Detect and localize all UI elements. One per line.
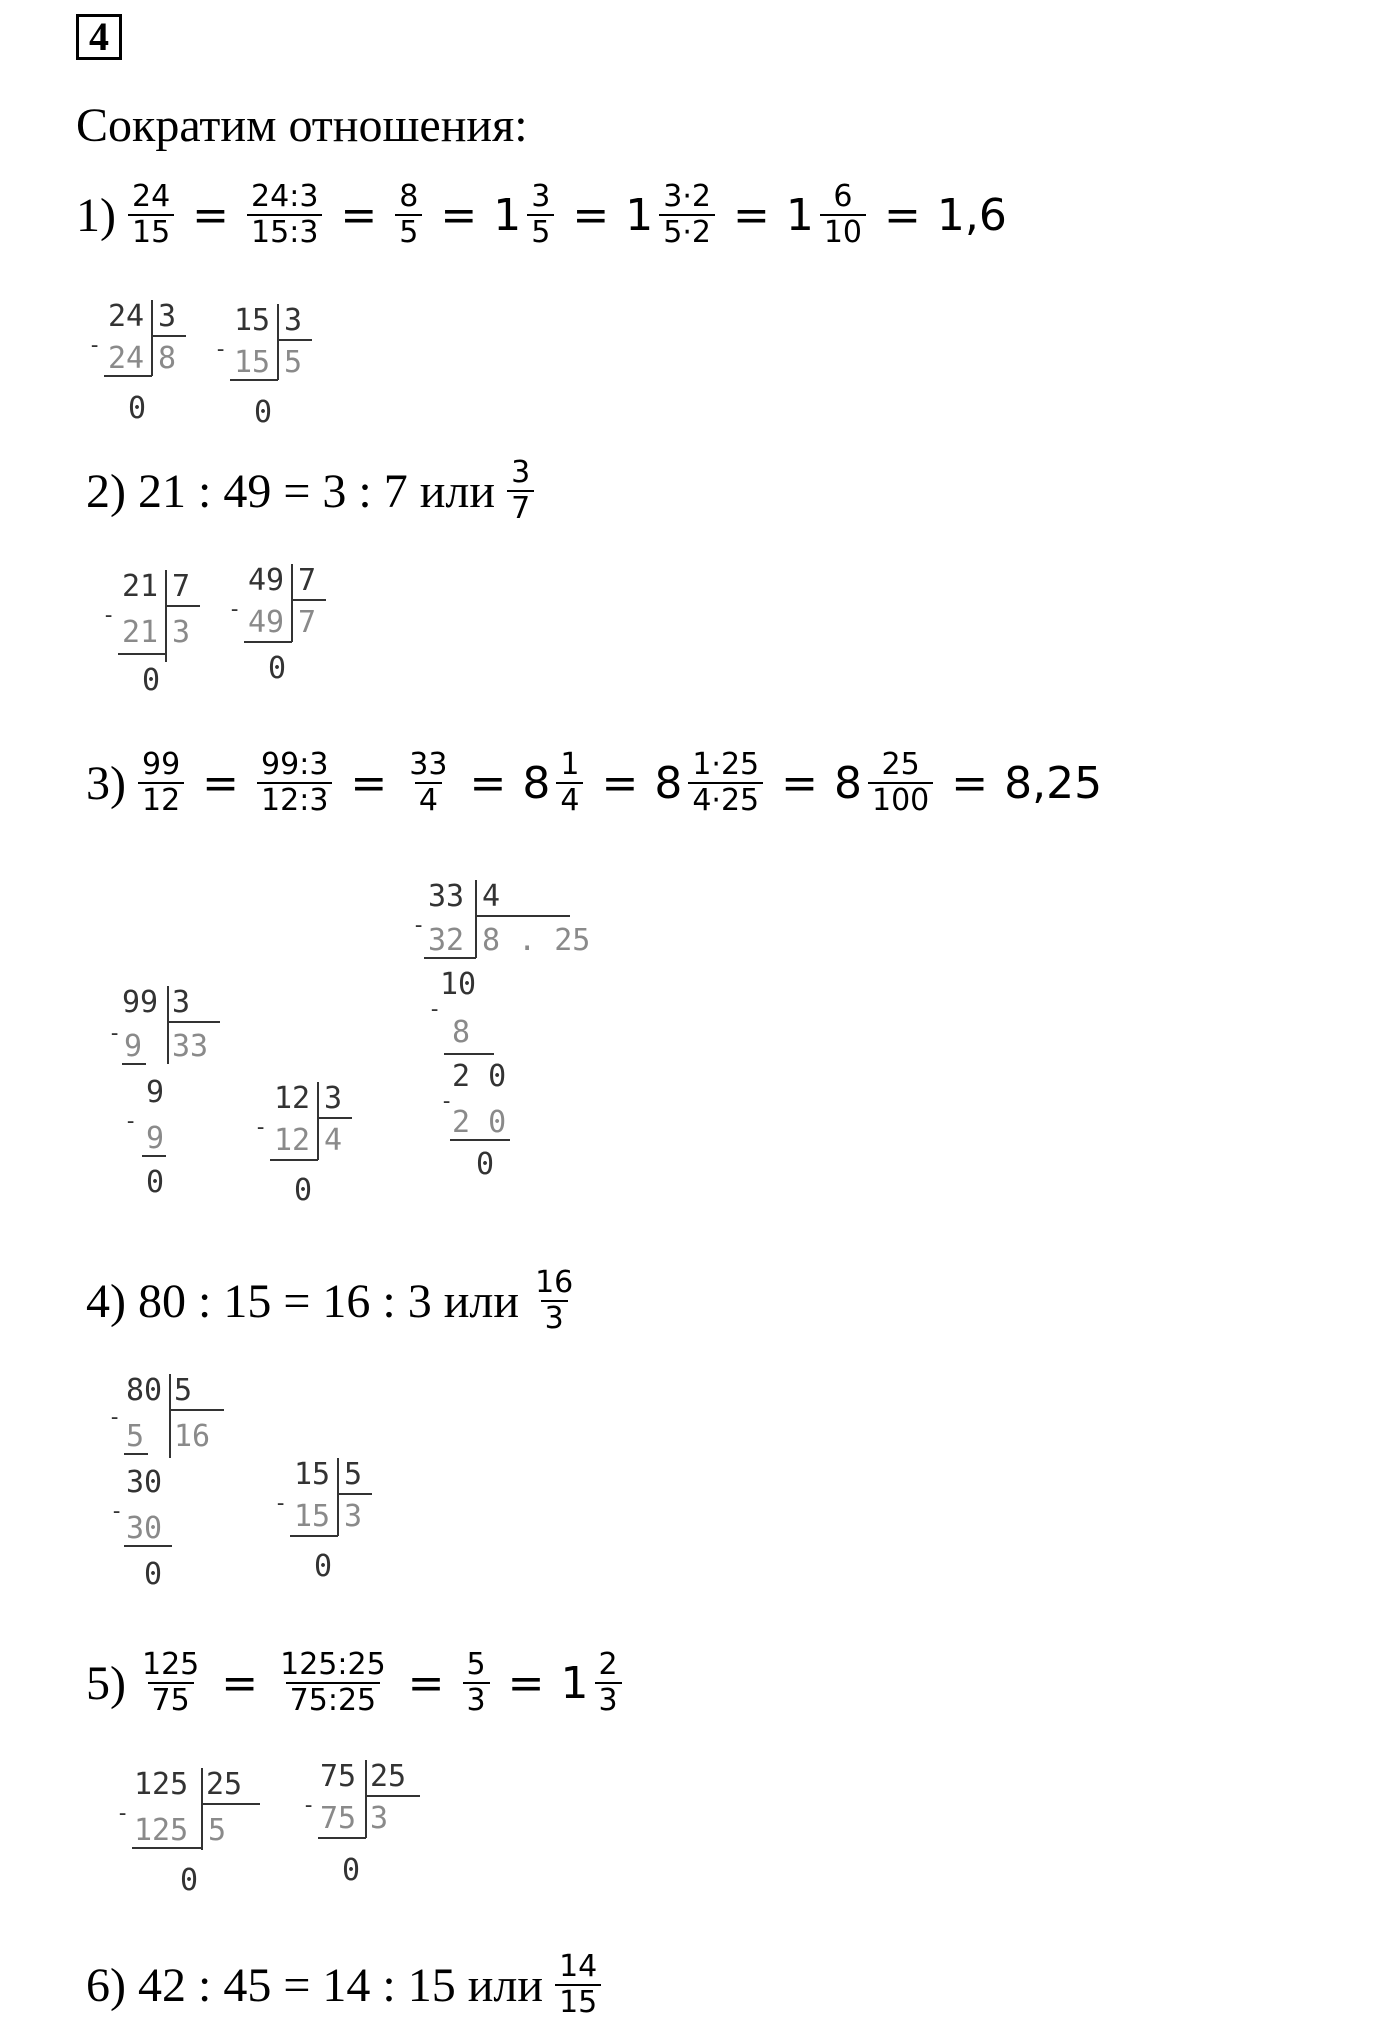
svg-text:21: 21 bbox=[122, 615, 159, 650]
svg-text:5: 5 bbox=[208, 1813, 227, 1848]
fraction: $\frac{1}{4}$ bbox=[556, 748, 583, 818]
svg-text:125: 125 bbox=[134, 1767, 189, 1802]
fraction: $\frac{8}{5}$ bbox=[395, 180, 422, 250]
svg-text:25: 25 bbox=[370, 1759, 407, 1794]
svg-text:-: - bbox=[440, 1089, 454, 1114]
svg-text:15: 15 bbox=[294, 1457, 331, 1492]
problem-3-label: 3) bbox=[86, 756, 126, 810]
svg-text:-: - bbox=[88, 333, 102, 358]
svg-text:24: 24 bbox=[108, 299, 145, 334]
fraction: $\frac{24:3}{15:3}$ bbox=[247, 180, 322, 250]
svg-text:0: 0 bbox=[146, 1165, 165, 1200]
long-division bbox=[212, 300, 322, 440]
long-division bbox=[410, 876, 590, 1206]
svg-text:3: 3 bbox=[172, 985, 191, 1020]
long-division bbox=[100, 566, 210, 706]
fraction: $\frac{99}{12}$ bbox=[138, 748, 184, 818]
svg-text:33: 33 bbox=[428, 879, 465, 914]
svg-text:8: 8 bbox=[158, 341, 177, 376]
svg-text:0: 0 bbox=[268, 651, 287, 686]
svg-text:10: 10 bbox=[440, 967, 477, 1002]
svg-text:30: 30 bbox=[126, 1511, 163, 1546]
svg-text:25: 25 bbox=[206, 1767, 243, 1802]
svg-text:0: 0 bbox=[142, 663, 161, 698]
svg-text:7: 7 bbox=[298, 605, 317, 640]
svg-text:5: 5 bbox=[284, 345, 303, 380]
svg-text:15: 15 bbox=[234, 303, 271, 338]
svg-text:75: 75 bbox=[320, 1759, 357, 1794]
svg-text:-: - bbox=[412, 913, 426, 938]
svg-text:0: 0 bbox=[128, 391, 147, 426]
fraction: $\frac{24}{15}$ bbox=[128, 180, 174, 250]
problem-5-label: 5) bbox=[86, 1656, 126, 1710]
problem-3: 3) $\frac{99}{12}$ = $\frac{99:3}{12:3}$ = $\frac{33}{4}$ = 8 $\frac{1}{4}$ = 8 $\frac{1\cdot 25}{4\cdot 25}$ = 8 $\frac{25}{100}$ = 8,25 bbox=[86, 747, 1103, 818]
svg-text:30: 30 bbox=[126, 1465, 163, 1500]
fraction: $\frac{33}{4}$ bbox=[409, 747, 448, 818]
svg-text:4: 4 bbox=[324, 1123, 343, 1158]
svg-text:-: - bbox=[254, 1115, 268, 1140]
svg-text:3: 3 bbox=[172, 615, 191, 650]
svg-text:-: - bbox=[228, 597, 242, 622]
svg-text:12: 12 bbox=[274, 1081, 311, 1116]
svg-text:125: 125 bbox=[134, 1813, 189, 1848]
svg-text:99: 99 bbox=[122, 985, 159, 1020]
svg-text:3: 3 bbox=[158, 299, 177, 334]
svg-text:5: 5 bbox=[126, 1419, 145, 1454]
problem-1-label: 1) bbox=[76, 188, 116, 242]
heading: Сократим отношения: bbox=[76, 99, 528, 152]
fraction: $\frac{2}{3}$ bbox=[595, 1648, 622, 1718]
svg-text:2 0: 2 0 bbox=[452, 1059, 507, 1094]
svg-text:32: 32 bbox=[428, 923, 465, 958]
svg-text:-: - bbox=[102, 603, 116, 628]
fraction: $\frac{1\cdot 25}{4\cdot 25}$ bbox=[688, 748, 763, 818]
svg-text:3: 3 bbox=[370, 1801, 389, 1836]
svg-text:3: 3 bbox=[324, 1081, 343, 1116]
svg-text:0: 0 bbox=[294, 1173, 313, 1208]
svg-text:-: - bbox=[428, 997, 442, 1022]
svg-text:12: 12 bbox=[274, 1123, 311, 1158]
svg-text:0: 0 bbox=[144, 1557, 163, 1592]
svg-text:-: - bbox=[274, 1491, 288, 1516]
svg-text:75: 75 bbox=[320, 1801, 357, 1836]
svg-text:8 . 25: 8 . 25 bbox=[482, 923, 591, 958]
svg-text:-: - bbox=[302, 1793, 316, 1818]
fraction: $\frac{16}{3}$ bbox=[535, 1265, 574, 1336]
long-division bbox=[226, 560, 336, 700]
fraction: $\frac{5}{3}$ bbox=[463, 1648, 490, 1718]
result: 8,25 bbox=[1004, 757, 1103, 809]
svg-text:3: 3 bbox=[284, 303, 303, 338]
svg-text:9: 9 bbox=[146, 1121, 165, 1156]
problem-5: 5) $\frac{125}{75}$ = $\frac{125:25}{75:25}$ = $\frac{5}{3}$ = 1 $\frac{2}{3}$ bbox=[86, 1648, 624, 1718]
svg-text:8: 8 bbox=[452, 1015, 471, 1050]
fraction: $\frac{99:3}{12:3}$ bbox=[257, 748, 332, 818]
problem-4: 4) 80 : 15 = 16 : 3 или $\frac{16}{3}$ bbox=[86, 1266, 579, 1336]
long-division bbox=[252, 1078, 372, 1218]
svg-text:0: 0 bbox=[254, 395, 273, 430]
problem-6: 6) 42 : 45 = 14 : 15 или $\frac{14}{15}$ bbox=[86, 1950, 603, 2020]
svg-text:3: 3 bbox=[344, 1499, 363, 1534]
svg-text:2 0: 2 0 bbox=[452, 1105, 507, 1140]
svg-text:5: 5 bbox=[344, 1457, 363, 1492]
svg-text:49: 49 bbox=[248, 563, 285, 598]
svg-text:15: 15 bbox=[234, 345, 271, 380]
fraction: $\frac{3}{7}$ bbox=[507, 456, 534, 526]
long-division bbox=[86, 296, 196, 436]
task-number: 4 bbox=[76, 14, 122, 60]
problem-2: 2) 21 : 49 = 3 : 7 или $\frac{3}{7}$ bbox=[86, 456, 536, 526]
svg-text:7: 7 bbox=[172, 569, 191, 604]
svg-text:0: 0 bbox=[314, 1549, 333, 1584]
svg-text:5: 5 bbox=[174, 1373, 193, 1408]
svg-text:49: 49 bbox=[248, 605, 285, 640]
svg-text:9: 9 bbox=[146, 1075, 165, 1110]
fraction: $\frac{25}{100}$ bbox=[868, 748, 933, 818]
fraction: $\frac{3}{5}$ bbox=[527, 180, 554, 250]
long-division bbox=[114, 1764, 274, 1914]
svg-text:80: 80 bbox=[126, 1373, 163, 1408]
svg-text:-: - bbox=[108, 1405, 122, 1430]
long-division bbox=[106, 1370, 236, 1610]
svg-text:-: - bbox=[116, 1801, 130, 1826]
fraction: $\frac{3\cdot 2}{5\cdot 2}$ bbox=[659, 180, 715, 250]
long-division bbox=[106, 982, 236, 1222]
long-division bbox=[272, 1454, 392, 1594]
result: 1,6 bbox=[936, 189, 1007, 241]
fraction: $\frac{14}{15}$ bbox=[555, 1950, 601, 2020]
svg-text:0: 0 bbox=[180, 1863, 199, 1898]
svg-text:4: 4 bbox=[482, 879, 501, 914]
svg-text:24: 24 bbox=[108, 341, 145, 376]
svg-text:0: 0 bbox=[476, 1147, 495, 1182]
svg-text:33: 33 bbox=[172, 1029, 209, 1064]
svg-text:16: 16 bbox=[174, 1419, 211, 1454]
fraction: $\frac{125}{75}$ bbox=[141, 1647, 200, 1718]
svg-text:-: - bbox=[110, 1499, 124, 1524]
svg-text:21: 21 bbox=[122, 569, 159, 604]
fraction: $\frac{125:25}{75:25}$ bbox=[280, 1647, 386, 1718]
svg-text:9: 9 bbox=[124, 1029, 143, 1064]
svg-text:7: 7 bbox=[298, 563, 317, 598]
svg-text:-: - bbox=[124, 1109, 138, 1134]
fraction: $\frac{6}{10}$ bbox=[820, 180, 866, 250]
svg-text:15: 15 bbox=[294, 1499, 331, 1534]
svg-text:-: - bbox=[108, 1021, 122, 1046]
problem-1: 1) $\frac{24}{15}$ = $\frac{24:3}{15:3}$ = $\frac{8}{5}$ = 1 $\frac{3}{5}$ = 1 $\frac{3\cdot 2}{5\cdot 2}$ = 1 $\frac{6}{10}$ = 1,6 bbox=[76, 179, 1007, 250]
svg-text:-: - bbox=[214, 337, 228, 362]
long-division bbox=[300, 1756, 440, 1906]
svg-text:0: 0 bbox=[342, 1853, 361, 1888]
